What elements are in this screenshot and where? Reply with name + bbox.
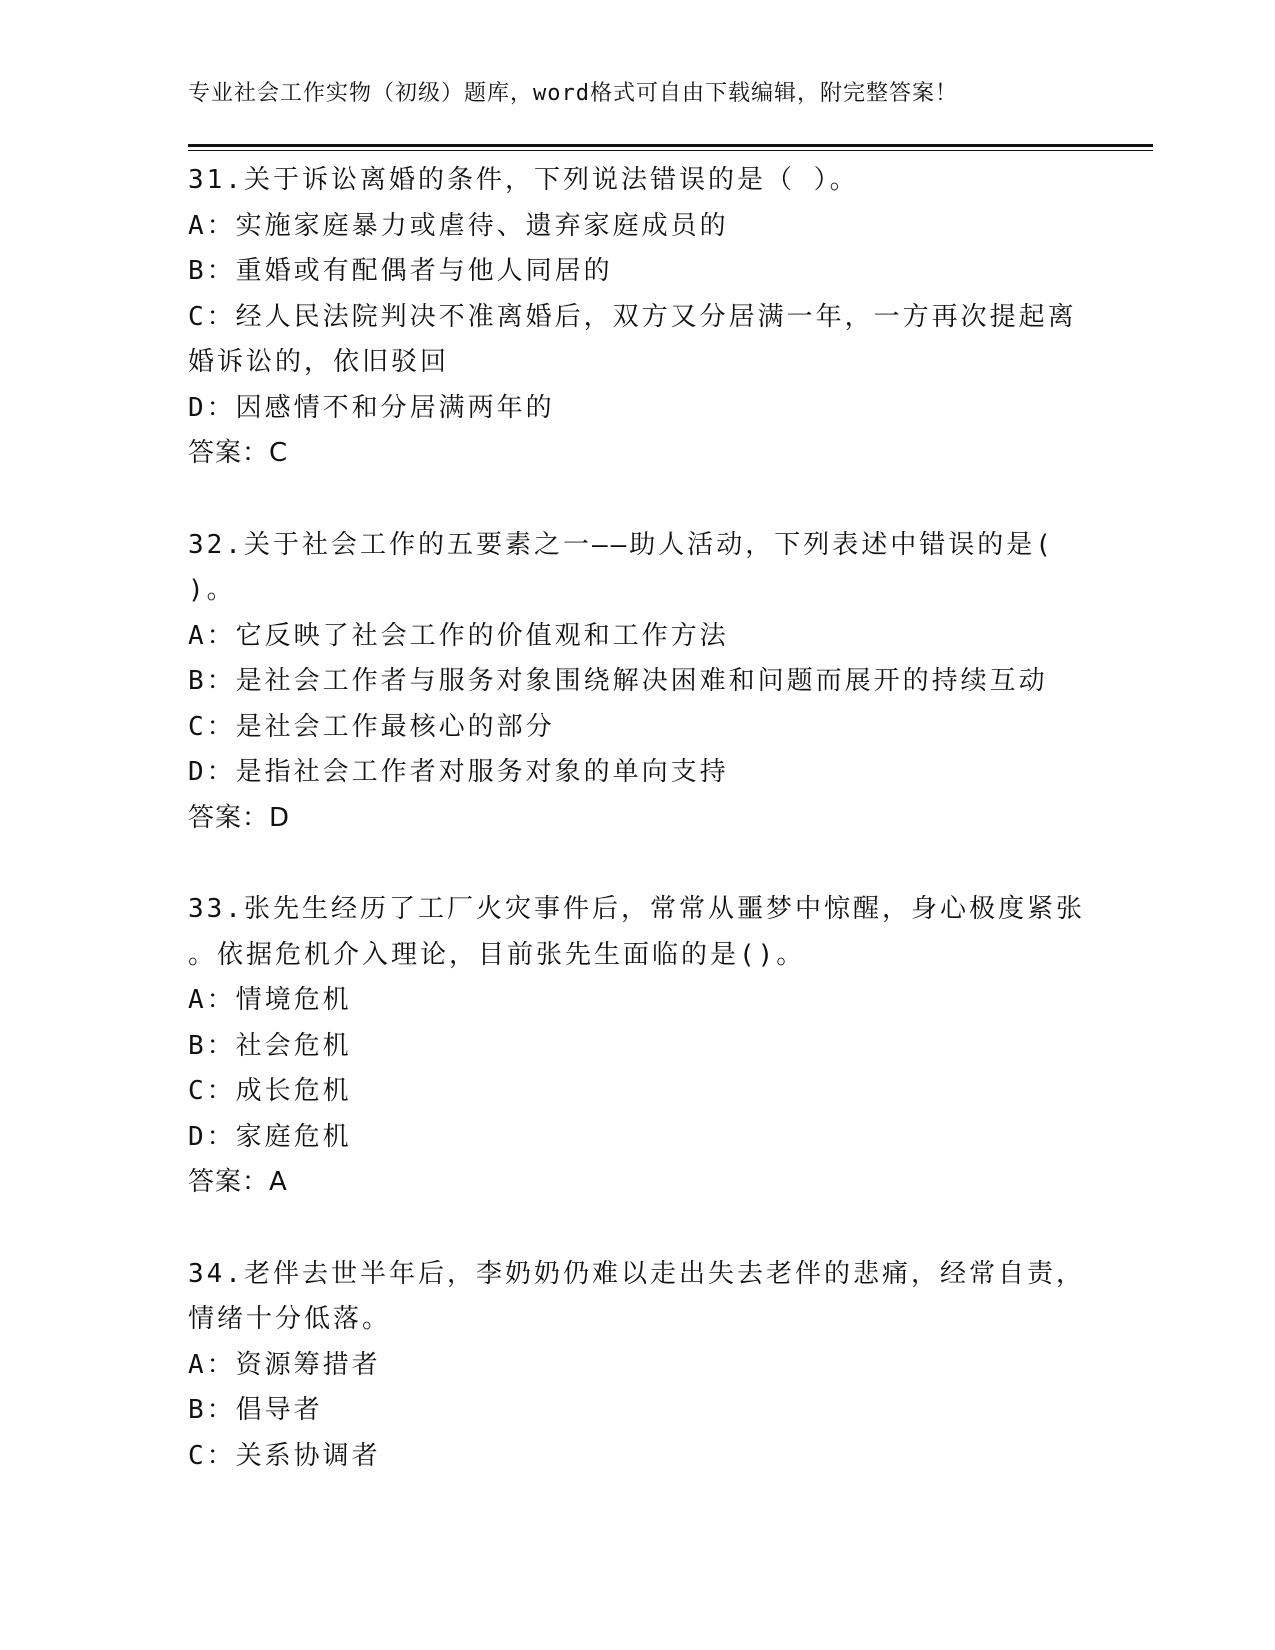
- answer-option: D：是指社会工作者对服务对象的单向支持: [188, 757, 729, 787]
- answer-option: D：家庭危机: [188, 1121, 352, 1152]
- question-stem: )。: [188, 575, 236, 605]
- question-block: [188, 1252, 1088, 1480]
- answer-option: D：因感情不和分居满两年的: [188, 392, 555, 423]
- question-block: [188, 887, 1088, 1206]
- answer-option: B：是社会工作者与服务对象围绕解决困难和问题而展开的持续互动: [188, 666, 1048, 696]
- question-stem: 33.张先生经历了工厂火灾事件后，常常从噩梦中惊醒，身心极度紧张: [188, 894, 1085, 924]
- header-rule-thick: [188, 144, 1153, 147]
- answer-option: C：关系协调者: [188, 1440, 381, 1471]
- question-block: [188, 523, 1088, 842]
- answer-option: A：它反映了社会工作的价值观和工作方法: [188, 620, 729, 651]
- answer-option: B：倡导者: [188, 1395, 323, 1425]
- question-stem: 。依据危机介入理论，目前张先生面临的是()。: [188, 939, 806, 970]
- header-rule-thin: [188, 150, 1153, 151]
- answer-option: A：情境危机: [188, 985, 352, 1015]
- answer-option: B：社会危机: [188, 1030, 352, 1061]
- question-block: [188, 158, 1088, 477]
- answer-option: A：实施家庭暴力或虐待、遗弃家庭成员的: [188, 210, 729, 241]
- question-stem: 32.关于社会工作的五要素之一——助人活动，下列表述中错误的是(: [188, 529, 1054, 560]
- answer-key: 答案：D: [188, 802, 291, 833]
- answer-option: C：是社会工作最核心的部分: [188, 711, 555, 742]
- answer-option: A：资源筹措者: [188, 1349, 381, 1380]
- answer-option: B：重婚或有配偶者与他人同居的: [188, 256, 613, 286]
- answer-key: 答案：A: [188, 1167, 288, 1197]
- question-list: [188, 158, 1088, 1525]
- question-stem: 31.关于诉讼离婚的条件，下列说法错误的是（ ）。: [188, 165, 859, 195]
- question-stem: 34.老伴去世半年后，李奶奶仍难以走出失去老伴的悲痛，经常自责，: [188, 1258, 1085, 1289]
- answer-option: 婚诉讼的，依旧驳回: [188, 347, 450, 377]
- answer-option: C：经人民法院判决不准离婚后，双方又分居满一年，一方再次提起离: [188, 301, 1077, 332]
- question-stem: 情绪十分低落。: [188, 1304, 392, 1334]
- answer-key: 答案：C: [188, 438, 289, 468]
- answer-option: C：成长危机: [188, 1076, 352, 1106]
- page-header: 专业社会工作实物（初级）题库，word格式可自由下载编辑，附完整答案！: [188, 81, 958, 106]
